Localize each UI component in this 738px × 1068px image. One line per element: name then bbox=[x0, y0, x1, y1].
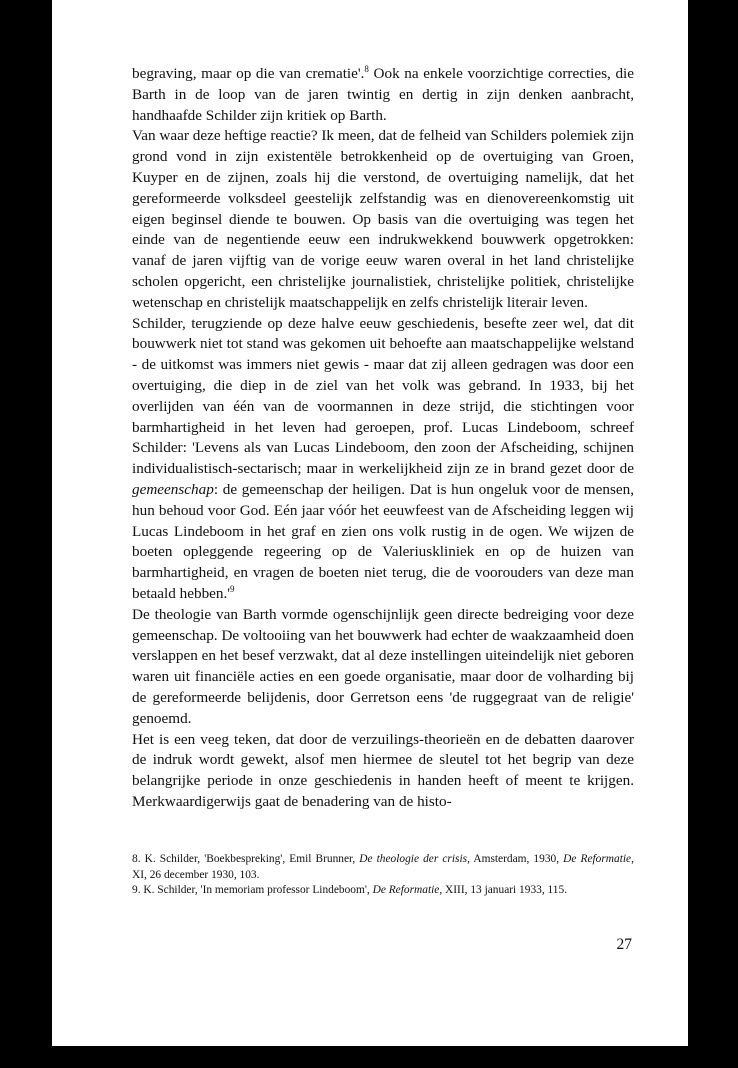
paragraph-5: Het is een veeg teken, dat door de verzuilings-theorieën en de debatten daarover de indruk wordt gewekt, alsof men hiermee de sleutel tot het begrip van deze belangrijke periode in onze geschiedenis in handen heeft of meent te krijgen. Merkwaardigerwijs gaat de benadering van de histo- bbox=[132, 730, 634, 810]
footnotes bbox=[132, 852, 634, 899]
footnote-8: 8. K. Schilder, 'Boekbespreking', Emil Brunner, De theologie der crisis, Amsterdam, 1930, De Reformatie, XI, 26 december 1930, 103. bbox=[132, 853, 634, 881]
italic-term: gemeenschap bbox=[132, 480, 214, 498]
paragraph-1: begraving, maar op die van crematie'.$^8$ Ook na enkele voorzichtige correcties, die Barth in de loop van de jaren twintig en dertig in zijn denken aanbracht, handhaafde Schilder zijn kritiek op Barth. bbox=[132, 63, 634, 124]
footnote-9: 9. K. Schilder, 'In memoriam professor Lindeboom', De Reformatie, XIII, 13 januari 1933, 115. bbox=[132, 884, 568, 897]
page-number: 27 bbox=[616, 936, 632, 953]
body-text bbox=[132, 64, 634, 813]
paragraph-2: Van waar deze heftige reactie? Ik meen, dat de felheid van Schilders polemiek zijn grond vond in zijn existentële betrokkenheid op de overtuiging van Groen, Kuyper en de zijnen, zoals hij die verstond, de overtuiging namelijk, dat het gereformeerde volksdeel geestelijk zelfstandig was en dienovereenkomstig uit eigen beginsel diende te bouwen. Op basis van die overtuiging was tegen het einde van de negentiende eeuw een indrukwekkend bouwwerk opgetrokken: vanaf de jaren vijftig van de vorige eeuw waren overal in het land christelijke scholen opgericht, een christelijke journalistiek, christelijke politiek, christelijke wetenschap en christelijk maatschappelijk en zelfs christelijk literair leven. bbox=[132, 127, 634, 311]
paragraph-4: De theologie van Barth vormde ogenschijnlijk geen directe bedreiging voor deze gemeenschap. De voltooiing van het bouwwerk had echter de waakzaamheid doen verslappen en het besef verzwakt, dat al deze instellingen uiteindelijk niet geboren waren uit financiële acties en een goede organisatie, maar door de volharding bij de gereformeerde belijdenis, door Gerretson eens 'de ruggegraat van de religie' genoemd. bbox=[132, 605, 634, 727]
book-page bbox=[52, 0, 688, 1046]
paragraph-3: Schilder, terugziende op deze halve eeuw geschiedenis, besefte zeer wel, dat dit bouwwerk niet tot stand was gekomen uit behoefte aan maatschappelijke welstand - de uitkomst was immers niet gewis - maar dat zij alleen gedragen was door een overtuiging, die diep in de ziel van het volk was gebrand. In 1933, bij het overlijden van één van de voormannen in deze strijd, die stichtingen voor barmhartigheid in het leven had geroepen, prof. Lucas Lindeboom, schreef Schilder: 'Levens als van Lucas Lindeboom, den zoon der Afscheiding, schijnen individualistisch-sectarisch; maar in werkelijkheid zijn ze in brand gezet door de gemeenschap: de gemeenschap der heiligen. Dat is hun ongeluk voor de mensen, hun behoud voor God. Eén jaar vóór het eeuwfeest van de Afscheiding leggen wij Lucas Lindeboom in het graf en zien ons volk rustig in de ogen. We wijzen de boeten opleggende regeering op de Valeriuskliniek en op de huizen van barmhartigheid, en vragen de boeten niet terug, die de voorouders van deze man betaald hebben.'$^9$ bbox=[132, 314, 634, 602]
footnote-ref-8[interactable]: 8 bbox=[364, 63, 369, 74]
footnote-ref-9[interactable]: 9 bbox=[230, 583, 235, 594]
